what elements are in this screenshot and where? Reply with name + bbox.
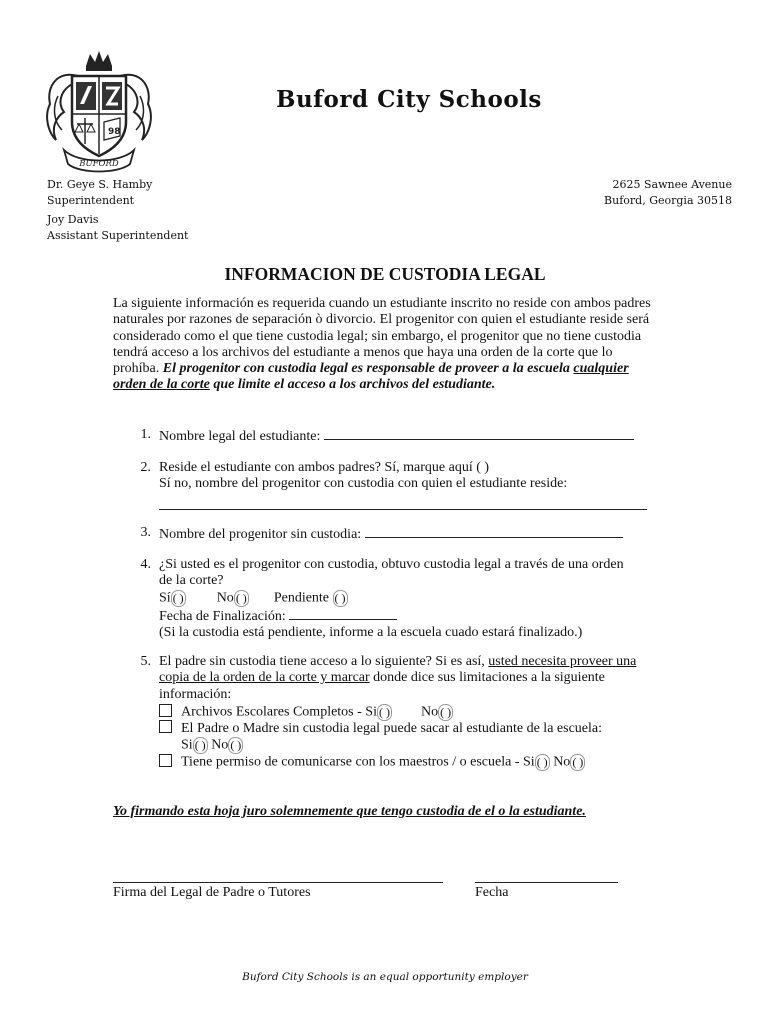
crest-numbers: 98: [108, 127, 121, 137]
check-row-teachers: [159, 754, 654, 771]
intro-bold-2: que limite el acceso a los archivos del estudiante.: [213, 377, 496, 393]
option-no-label: No: [216, 590, 234, 606]
access-question-underlined: usted necesita proveer una copia de la orden de la corte y marcar: [159, 654, 637, 686]
intro-paragraph: [113, 296, 658, 394]
records-si-circle[interactable]: ( ): [378, 704, 390, 719]
date-field[interactable]: [475, 882, 618, 883]
teachers-no-label: No: [553, 754, 571, 770]
pickup-checkbox[interactable]: [159, 720, 172, 733]
pickup-si-label: Si: [181, 737, 193, 753]
teachers-label: Tiene permiso de comunicarse con los maestros / o escuela - Si: [181, 754, 535, 770]
intro-text: La siguiente información es requerida cuando un estudiante inscrito no reside con ambos padres naturales por razones de separación ò divorcio. El progenitor con quien el estudiante reside será considerado como el que tiene custodia legal; sin embargo, el progenitor que no tiene custodia tendrá acceso a los archivos del estudiante a menos que haya una orden de la corte que lo prohíba.: [113, 296, 651, 377]
records-no-circle[interactable]: ( ): [440, 704, 452, 719]
footer-text: Buford City Schools is an equal opportunity employer: [242, 971, 528, 983]
check-row-records: [159, 704, 654, 721]
pending-note: (Si la custodia está pendiente, informe a la escuela cuado estará finalizado.): [159, 624, 583, 640]
student-name-label: Nombre legal del estudiante:: [159, 429, 321, 444]
teachers-no-circle[interactable]: ( ): [572, 755, 584, 770]
superintendent-title: Superintendent: [47, 194, 135, 207]
intro-bold-1: El progenitor con custodia legal es responsable de proveer a la escuela: [162, 361, 570, 377]
pickup-no-label: No: [211, 737, 229, 753]
teachers-checkbox[interactable]: [159, 754, 172, 767]
assistant-title: Assistant Superintendent: [47, 229, 189, 242]
noncustodial-parent-label: Nombre del progenitor sin custodia:: [159, 527, 362, 542]
item-4: [113, 557, 673, 641]
address-line-2: Buford, Georgia 30518: [604, 194, 732, 207]
item-number: 1.: [140, 427, 151, 442]
records-no-label: No: [420, 704, 439, 720]
option-pendiente-circle[interactable]: ( ): [334, 590, 346, 605]
noncustodial-parent-field[interactable]: [365, 525, 623, 538]
date-label: Fecha: [475, 885, 509, 900]
pickup-label: El Padre o Madre sin custodia legal puede sacar al estudiante de la escuela:: [181, 720, 602, 736]
item-5: [113, 654, 673, 784]
finalization-date-label: Fecha de Finalización:: [159, 608, 286, 624]
superintendent-name: Dr. Geye S. Hamby: [47, 178, 153, 191]
address-line-1: 2625 Sawnee Avenue: [612, 178, 732, 191]
custodial-parent-label: Sí no, nombre del progenitor con custodia con quien el estudiante reside:: [159, 476, 568, 492]
student-name-field[interactable]: [324, 427, 634, 440]
option-si-label: Sí: [159, 590, 171, 606]
option-si-circle[interactable]: ( ): [172, 590, 184, 605]
district-name-heading: Buford City Schools: [276, 86, 542, 113]
access-question: [159, 654, 654, 703]
option-no-circle[interactable]: ( ): [235, 590, 247, 605]
item-2: [113, 460, 673, 512]
court-order-question: ¿Si usted es el progenitor con custodia, obtuvo custodia legal a través de una orden de la corte?: [159, 557, 624, 589]
address-block: [604, 177, 732, 209]
item-1: [113, 427, 673, 445]
form-title: INFORMACION DE CUSTODIA LEGAL: [224, 264, 546, 284]
pickup-options: [159, 737, 654, 754]
pickup-si-circle[interactable]: ( ): [194, 738, 206, 753]
district-crest-logo: [38, 46, 160, 176]
crest-banner-text: BUFORD: [79, 159, 119, 169]
signature-field[interactable]: [113, 882, 443, 883]
teachers-si-circle[interactable]: ( ): [536, 755, 548, 770]
records-checkbox[interactable]: [159, 704, 172, 717]
both-parents-question[interactable]: Reside el estudiante con ambos padres? Sí, marque aquí ( ): [159, 460, 490, 475]
superintendent-block: [47, 177, 152, 209]
access-question-start: El padre sin custodia tiene acceso a lo siguiente? Si es así,: [159, 654, 485, 669]
item-number: 2.: [140, 460, 151, 475]
assistant-superintendent-block: [47, 212, 188, 244]
item-number: 4.: [140, 557, 151, 572]
intro-bold-underline: cualquier orden de la corte: [113, 361, 629, 393]
access-question-end: donde dice sus limitaciones a la siguiente información:: [159, 670, 605, 702]
item-number: 5.: [140, 654, 151, 669]
check-row-pickup: [159, 721, 654, 737]
finalization-date-field[interactable]: [289, 607, 397, 620]
item-3: [113, 525, 673, 543]
option-pendiente-label: Pendiente: [273, 590, 330, 606]
pickup-no-circle[interactable]: ( ): [230, 738, 242, 753]
item-number: 3.: [140, 525, 151, 540]
records-label: Archivos Escolares Completos - Si: [181, 704, 377, 720]
custodial-parent-field[interactable]: [159, 497, 647, 510]
assistant-name: Joy Davis: [47, 213, 99, 226]
signature-label: Firma del Legal de Padre o Tutores: [113, 885, 311, 900]
oath-statement: Yo firmando esta hoja juro solemnemente que tengo custodia de el o la estudiante.: [113, 804, 586, 819]
